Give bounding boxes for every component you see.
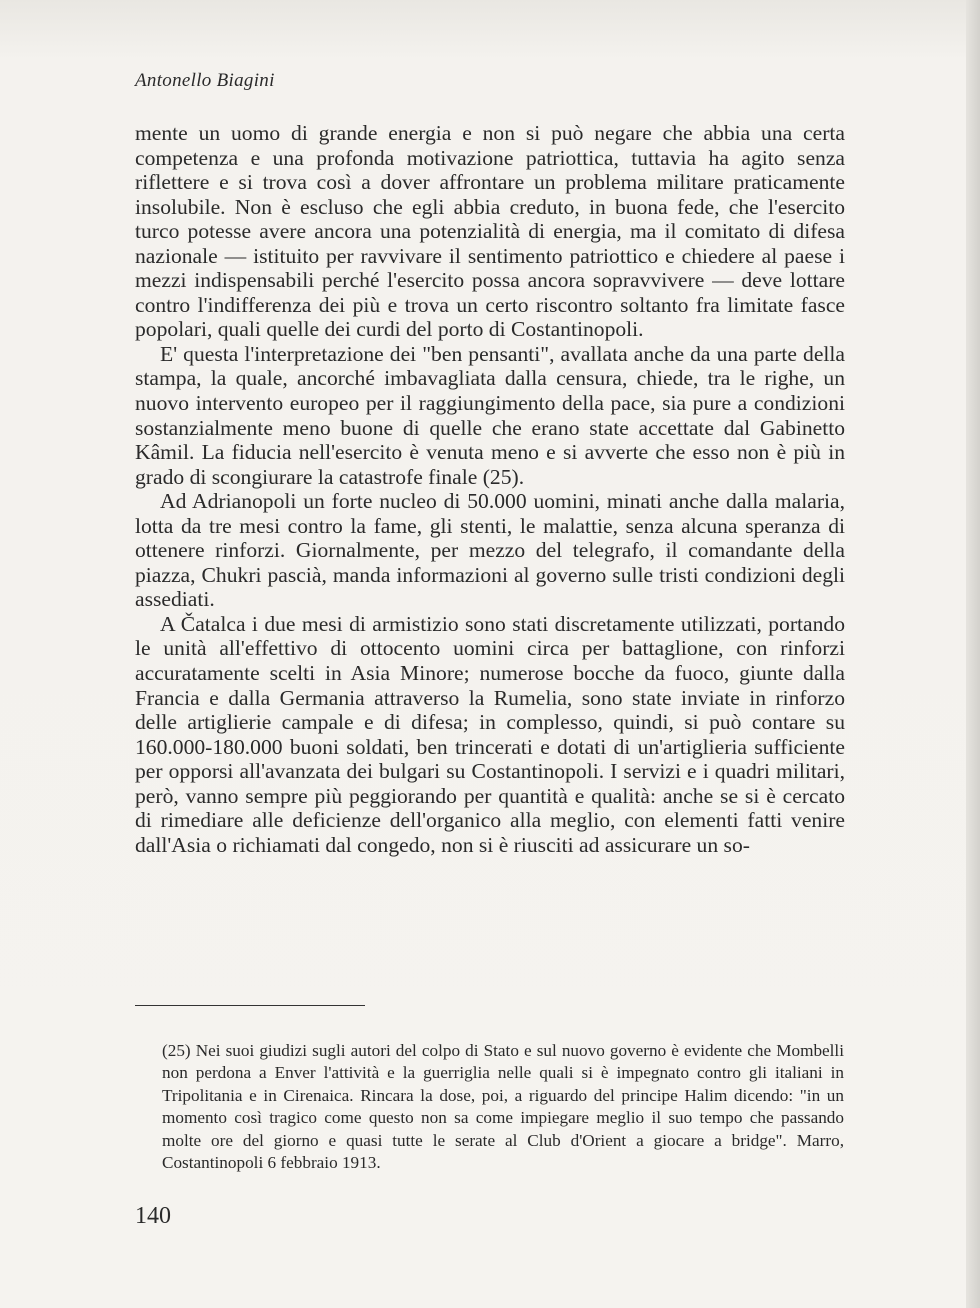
scan-edge-shadow	[966, 0, 980, 1308]
footnote-25: (25) Nei suoi giudizi sugli autori del colpo di Stato e sul nuovo governo è evidente che Mombelli non perdona a Enver l'attività e la guerriglia nelle quali si è impegnato contro gli italiani in Tripolitania e in Cirenaica. Rincara la dose, poi, a riguardo del principe Halim dicendo: "in un momento così tragico come questo non sa come impiegare meglio il suo tempo che passando molte ore del giorno e quasi tutte le serate al Club d'Orient a giocare a bridge". Marro, Costantinopoli 6 febbraio 1913.	[162, 1041, 844, 1173]
paragraph-4: A Čatalca i due mesi di armistizio sono stati discretamente utilizzati, portando le unità all'effettivo di ottocento uomini circa per battaglione, con rinforzi accuratamente scelti in Asia Minore; numerose bocche da fuoco, giunte dalla Francia e dalla Germania attraverso la Rumelia, sono state inviate in rinforzo delle artiglierie campale e di difesa; in complesso, quindi, si può contare su 160.000-180.000 buoni soldati, ben trincerati e dotati di un'artiglieria sufficiente per opporsi all'avanzata dei bulgari su Costantinopoli. I servizi e i quadri militari, però, vanno sempre più peggiorando per quantità e qualità: anche se si è cercato di rimediare alle deficienze dell'organico alla meglio, con elementi fatti venire dall'Asia o richiamati dal congedo, non si è riusciti ad assicurare un so-	[135, 611, 845, 857]
paragraph-2: E' questa l'interpretazione dei "ben pensanti", avallata anche da una parte della stampa, la quale, ancorché imbavagliata dalla censura, chiede, tra le righe, un nuovo intervento europeo per il raggiungimento della pace, sia pure a condizioni sostanzialmente meno buone di quelle che erano state accettate dal Gabinetto Kâmil. La fiducia nell'esercito è venuta meno e si avverte che esso non è più in grado di scongiurare la catastrofe finale (25).	[135, 341, 845, 489]
paragraph-1: mente un uomo di grande energia e non si può negare che abbia una certa competenza e una profonda motivazione patriottica, tuttavia ha agito senza riflettere e si trova così a dover affrontare un problema militare praticamente insolubile. Non è escluso che egli abbia creduto, in buona fede, che l'esercito turco potesse avere ancora una potenzialità di energia, ma il comitato di difesa nazionale — istituito per ravvivare il sentimento patriottico e chiedere al paese i mezzi indispensabili perché l'esercito possa ancora sopravvivere — deve lottare contro l'indifferenza dei più e trova un certo riscontro soltanto fra limitate fasce popolari, quali quelle dei curdi del porto di Costantinopoli.	[135, 121, 845, 342]
page-number: 140	[135, 1203, 171, 1229]
main-text	[135, 121, 845, 857]
footnote-separator	[135, 1005, 365, 1006]
paragraph-3: Ad Adrianopoli un forte nucleo di 50.000 uomini, minati anche dalla malaria, lotta da tre mesi contro la fame, gli stenti, le malattie, senza alcuna speranza di ottenere rinforzi. Giornalmente, per mezzo del telegrafo, il comandante della piazza, Chukri pascià, manda informazioni al governo sulle tristi condizioni degli assediati.	[135, 489, 845, 612]
running-head-author: Antonello Biagini	[135, 70, 275, 91]
